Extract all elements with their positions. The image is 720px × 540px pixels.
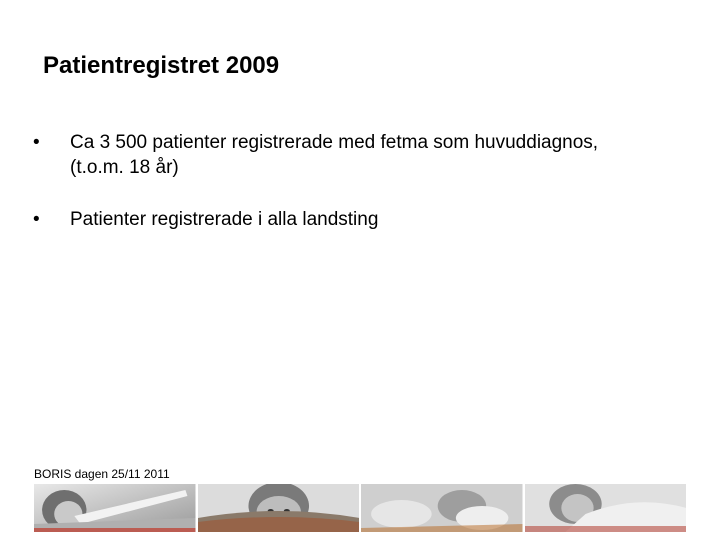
- photo-child-pointing: [34, 484, 196, 532]
- photo-child-peeking: [198, 484, 360, 532]
- bullet-text-line: Ca 3 500 patienter registrerade med fetma som huvuddiagnos,: [70, 132, 599, 153]
- bullet-text-line: Patienter registrerade i alla landsting: [70, 209, 379, 230]
- photo-child-hugging: [525, 484, 687, 532]
- bullet-list: [33, 130, 683, 232]
- footer-caption: BORIS dagen 25/11 2011: [34, 467, 170, 481]
- bullet-item: [33, 207, 683, 232]
- bullet-item: [33, 130, 683, 180]
- slide-title: Patientregistret 2009: [43, 52, 280, 79]
- bullet-text-line: (t.o.m. 18 år): [70, 157, 179, 178]
- bullet-marker: •: [33, 132, 40, 153]
- bullet-marker: •: [33, 209, 40, 230]
- photo-strip: [34, 484, 686, 532]
- photo-hands-feet: [361, 484, 523, 532]
